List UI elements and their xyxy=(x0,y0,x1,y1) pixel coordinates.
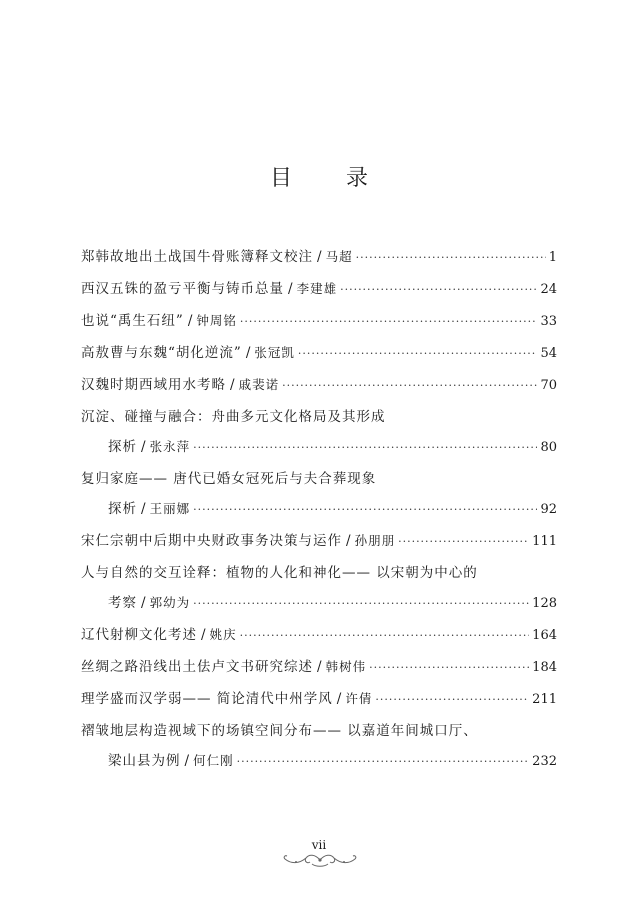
separator: / xyxy=(201,627,206,643)
toc-entry[interactable] xyxy=(81,564,557,626)
toc-entry[interactable] xyxy=(81,248,557,280)
dot-leader xyxy=(240,313,538,331)
entry-author: 李建雄 xyxy=(296,281,338,296)
toc-entry[interactable] xyxy=(81,344,557,376)
entry-author: 许倩 xyxy=(345,691,373,706)
entry-title: 人与自然的交互诠释：植物的人化和神化—— 以宋朝为中心的 xyxy=(81,565,478,581)
dot-leader xyxy=(193,501,537,519)
page-folio: vii xyxy=(311,838,327,852)
toc-entry[interactable] xyxy=(81,312,557,344)
dot-leader xyxy=(298,345,538,363)
entry-title: 郑韩故地出土战国牛骨账簿释文校注 xyxy=(81,249,313,265)
entry-page-number: 164 xyxy=(532,628,557,643)
entry-title: 高敖曹与东魏“胡化逆流” xyxy=(81,345,242,361)
dot-leader xyxy=(237,753,530,771)
entry-title-continued: 梁山县为例 xyxy=(108,753,181,769)
table-of-contents xyxy=(81,248,557,784)
separator: / xyxy=(317,659,322,675)
entry-page-number: 92 xyxy=(540,502,557,517)
entry-author: 王丽娜 xyxy=(149,501,191,516)
entry-title-continued: 探析 xyxy=(108,439,137,455)
separator: / xyxy=(141,595,146,611)
entry-page-number: 232 xyxy=(532,754,557,769)
entry-author: 孙朋朋 xyxy=(354,533,396,548)
separator: / xyxy=(230,377,235,393)
entry-author: 张冠凯 xyxy=(254,345,295,360)
entry-title: 褶皱地层构造视域下的场镇空间分布—— 以嘉道年间城口厅、 xyxy=(81,723,478,739)
dot-leader xyxy=(356,249,546,267)
entry-author: 马超 xyxy=(325,249,353,264)
entry-title: 理学盛而汉学弱—— 简论清代中州学风 xyxy=(81,691,333,707)
entry-page-number: 1 xyxy=(548,250,557,265)
entry-author: 张永萍 xyxy=(149,439,191,454)
entry-author: 戚裴诺 xyxy=(238,377,280,392)
entry-title: 宋仁宗朝中后期中央财政事务决策与运作 xyxy=(81,533,342,549)
separator: / xyxy=(288,281,293,297)
floral-ornament-icon xyxy=(279,852,361,868)
entry-author: 钟周铭 xyxy=(196,313,237,328)
toc-entry[interactable] xyxy=(81,626,557,658)
dot-leader xyxy=(193,439,537,457)
separator: / xyxy=(336,691,342,707)
entry-page-number: 111 xyxy=(532,534,557,549)
dot-leader xyxy=(282,377,537,395)
entry-title: 沉淀、碰撞与融合：舟曲多元文化格局及其形成 xyxy=(81,409,386,425)
entry-page-number: 80 xyxy=(540,440,557,455)
page-title xyxy=(0,161,638,192)
page-title-char-2: 录 xyxy=(346,166,369,191)
toc-entry[interactable] xyxy=(81,408,557,470)
dot-leader xyxy=(369,659,529,677)
entry-title: 也说“禹生石纽” xyxy=(81,313,184,329)
separator: / xyxy=(141,439,146,455)
entry-title-continued: 探析 xyxy=(108,501,137,517)
separator: / xyxy=(245,345,251,361)
dot-leader xyxy=(375,691,529,709)
entry-author: 韩树伟 xyxy=(325,659,367,674)
separator: / xyxy=(346,533,351,549)
toc-entry[interactable] xyxy=(81,722,557,784)
entry-page-number: 211 xyxy=(532,692,557,707)
entry-author: 郭幼为 xyxy=(149,595,191,610)
toc-entry[interactable] xyxy=(81,280,557,312)
entry-page-number: 24 xyxy=(540,282,557,297)
separator: / xyxy=(184,753,190,769)
dot-leader xyxy=(340,281,537,299)
entry-title: 汉魏时期西域用水考略 xyxy=(81,377,226,393)
entry-title: 复归家庭—— 唐代已婚女冠死后与夫合葬现象 xyxy=(81,471,377,487)
dot-leader xyxy=(398,533,529,551)
entry-page-number: 128 xyxy=(532,596,557,611)
toc-entry[interactable] xyxy=(81,376,557,408)
entry-title-continued: 考察 xyxy=(108,595,137,611)
separator: / xyxy=(141,501,146,517)
entry-title: 丝绸之路沿线出土佉卢文书研究综述 xyxy=(81,659,313,675)
entry-page-number: 54 xyxy=(540,346,557,361)
page-title-char-1: 目 xyxy=(269,166,292,191)
entry-page-number: 33 xyxy=(540,314,557,329)
separator: / xyxy=(317,249,322,265)
toc-entry[interactable] xyxy=(81,690,557,722)
toc-entry[interactable] xyxy=(81,658,557,690)
toc-entry[interactable] xyxy=(81,532,557,564)
entry-author: 姚庆 xyxy=(209,627,237,642)
entry-page-number: 184 xyxy=(532,660,557,675)
entry-title: 西汉五铢的盈亏平衡与铸币总量 xyxy=(81,281,284,297)
dot-leader xyxy=(240,627,530,645)
entry-title: 辽代射柳文化考述 xyxy=(81,627,197,643)
toc-entry[interactable] xyxy=(81,470,557,532)
separator: / xyxy=(187,313,193,329)
entry-author: 何仁刚 xyxy=(193,753,234,768)
entry-page-number: 70 xyxy=(540,378,557,393)
dot-leader xyxy=(193,595,529,613)
